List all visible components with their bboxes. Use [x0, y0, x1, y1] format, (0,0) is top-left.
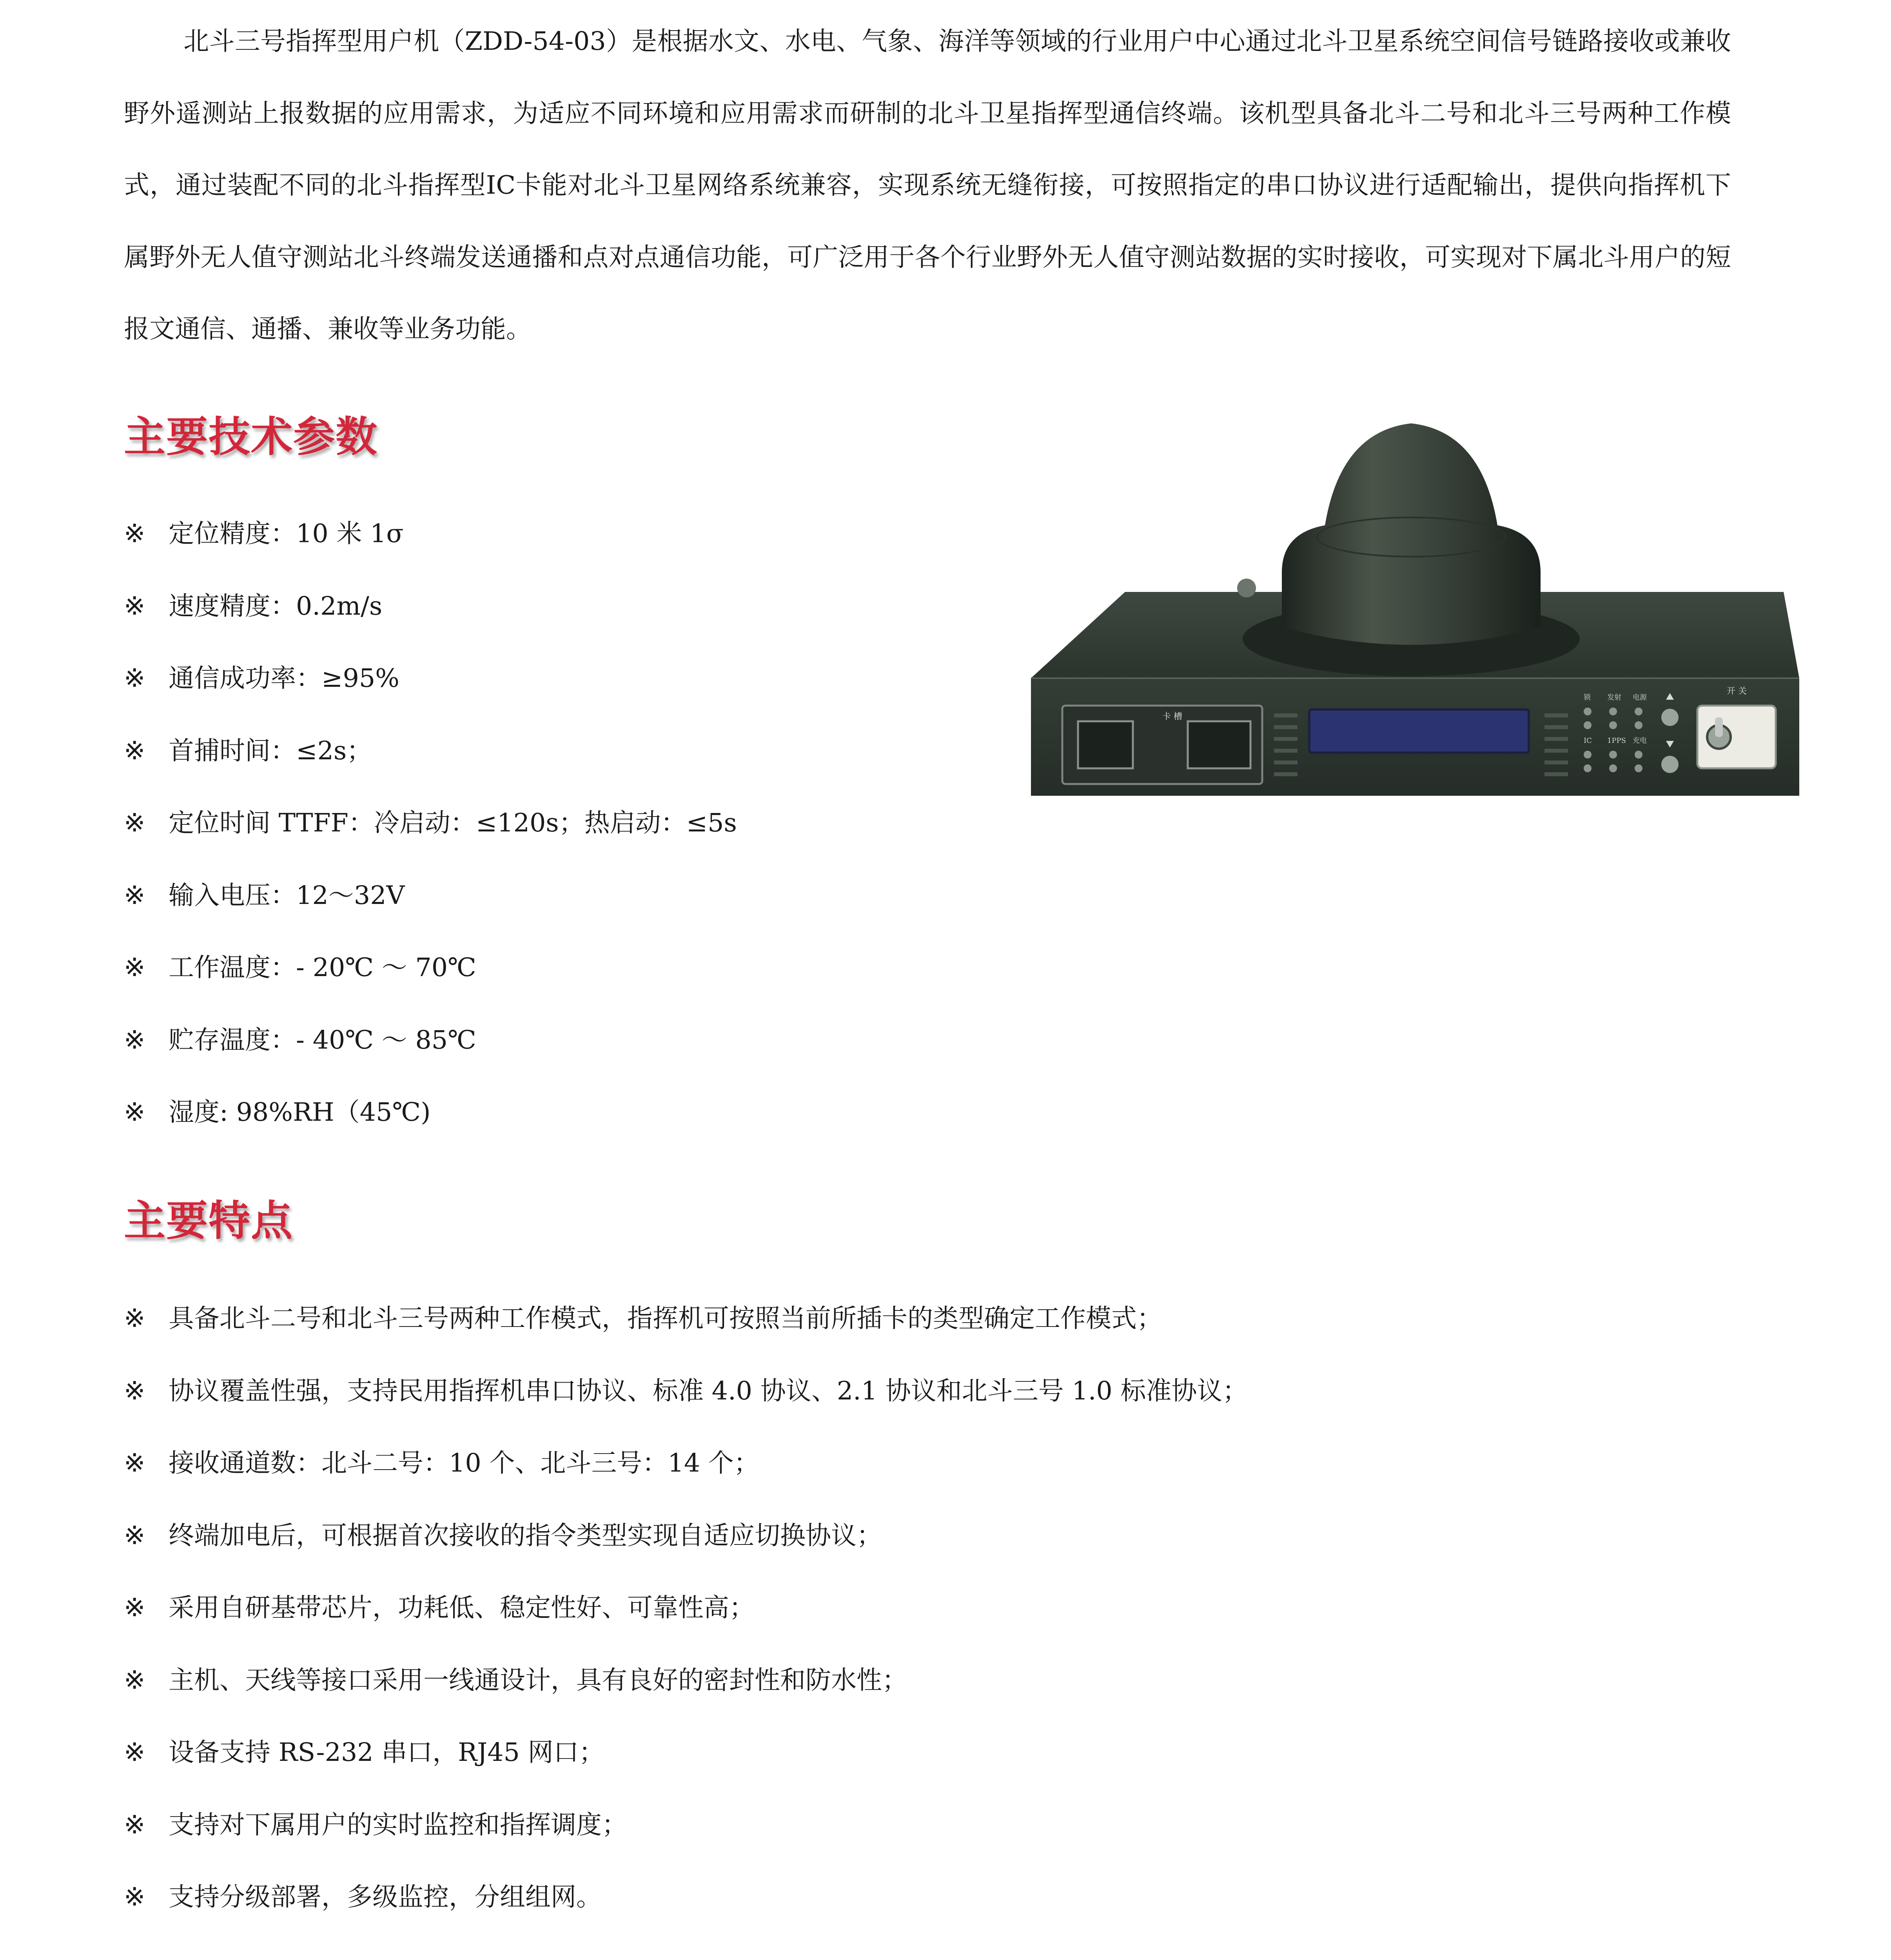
reference-mark: ※: [124, 1376, 145, 1406]
list-item: ※ 接收通道数：北斗二号：10 个、北斗三号：14 个；: [124, 1427, 1248, 1500]
list-item: ※ 定位时间 TTFF：冷启动：≤120s；热启动：≤5s: [124, 787, 737, 860]
reference-mark: ※: [124, 880, 145, 910]
list-item: ※ 定位精度：10 米 1σ: [124, 498, 737, 570]
reference-mark: ※: [124, 1882, 145, 1912]
list-item: ※ 通信成功率：≥95%: [124, 642, 737, 715]
list-item: ※ 工作温度：- 20℃ ～ 70℃: [124, 932, 737, 1004]
list-item: ※ 具备北斗二号和北斗三号两种工作模式，指挥机可按照当前所插卡的类型确定工作模式；: [124, 1283, 1248, 1355]
list-item: ※ 输入电压：12～32V: [124, 860, 737, 932]
list-item: ※ 主机、天线等接口采用一线通设计，具有良好的密封性和防水性；: [124, 1644, 1248, 1717]
reference-mark: ※: [124, 808, 145, 838]
params-heading: 主要技术参数: [124, 413, 378, 461]
reference-mark: ※: [124, 953, 145, 982]
indicator-label: 1PPS: [1607, 737, 1626, 745]
list-item: ※ 采用自研基带芯片，功耗低、稳定性好、可靠性高；: [124, 1572, 1248, 1644]
features-list: [124, 1283, 1248, 1934]
params-list: [124, 498, 737, 1149]
reference-mark: ※: [124, 1521, 145, 1550]
indicator-label: 发射: [1607, 693, 1621, 702]
reference-mark: ※: [124, 1593, 145, 1622]
list-item: ※ 贮存温度：- 40℃ ～ 85℃: [124, 1004, 737, 1077]
slot-label: 卡 槽: [1162, 712, 1182, 722]
list-item: ※ 支持对下属用户的实时监控和指挥调度；: [124, 1789, 1248, 1862]
reference-mark: ※: [124, 1025, 145, 1055]
card-slot-panel: [1062, 706, 1262, 784]
list-item: ※ 终端加电后，可根据首次接收的指令类型实现自适应切换协议；: [124, 1500, 1248, 1572]
reference-mark: ※: [124, 519, 145, 548]
indicator-label: 电源: [1633, 693, 1647, 702]
product-image: [1027, 408, 1803, 808]
list-item: ※ 协议覆盖性强，支持民用指挥机串口协议、标准 4.0 协议、2.1 协议和北斗三号 1.0 标准协议；: [124, 1355, 1248, 1428]
reference-mark: ※: [124, 664, 145, 693]
lcd-display: [1309, 710, 1529, 753]
list-item: ※ 支持分级部署，多级监控，分组组网。: [124, 1861, 1248, 1934]
list-item: ※ 湿度: 98%RH（45℃): [124, 1076, 737, 1149]
reference-mark: ※: [124, 1810, 145, 1840]
reference-mark: ※: [124, 736, 145, 766]
reference-mark: ※: [124, 1738, 145, 1767]
switch-label: 开 关: [1727, 686, 1747, 696]
intro-text: 北斗三号指挥型用户机（ZDD-54-03）是根据水文、水电、气象、海洋等领域的行业用户中心通过北斗卫星系统空间信号链路接收或兼收野外遥测站上报数据的应用需求，为适应不同环境和应用需求而研制的北斗卫星指挥型通信终端。该机型具备北斗二号和北斗三号两种工作模式，通过装配不同的北斗指挥型IC卡能对北斗卫星网络系统兼容，实现系统无缝衔接，可按照指定的串口协议进行适配输出，提供向指挥机下属野外无人值守测站北斗终端发送通播和点对点通信功能，可广泛用于各个行业野外无人值守测站数据的实时接收，可实现对下属北斗用户的短报文通信、通播、兼收等业务功能。: [124, 27, 1731, 344]
list-item: ※ 设备支持 RS-232 串口，RJ45 网口；: [124, 1717, 1248, 1789]
features-heading: 主要特点: [124, 1197, 293, 1245]
indicator-label: 充电: [1633, 737, 1647, 745]
reference-mark: ※: [124, 1098, 145, 1127]
reference-mark: ※: [124, 1665, 145, 1695]
reference-mark: ※: [124, 591, 145, 621]
reference-mark: ※: [124, 1304, 145, 1333]
indicator-label: 锁: [1584, 693, 1591, 702]
list-item: ※ 首捕时间：≤2s；: [124, 715, 737, 788]
indicator-label: IC: [1584, 737, 1592, 745]
list-item: ※ 速度精度：0.2m/s: [124, 570, 737, 643]
antenna-dome: [1237, 423, 1580, 676]
reference-mark: ※: [124, 1448, 145, 1478]
intro-paragraph: [124, 5, 1731, 365]
